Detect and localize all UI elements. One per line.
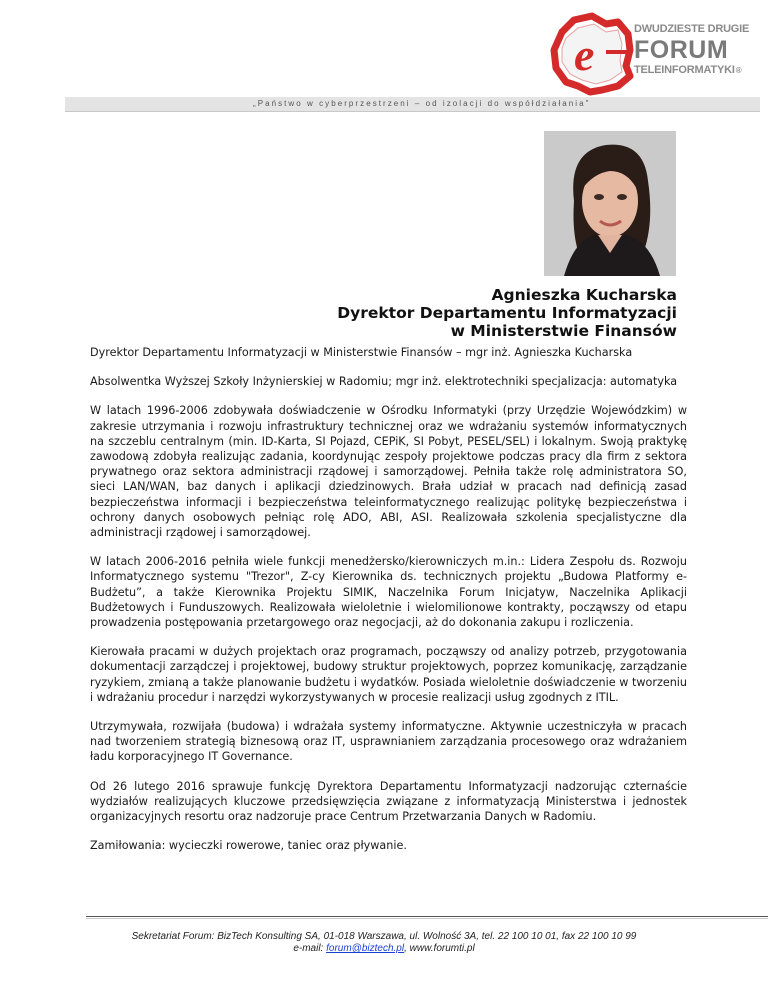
bio-paragraph-8: Zamiłowania: wycieczki rowerowe, taniec oraz pływanie. [90,839,407,853]
logo-e-letter: e [574,29,595,80]
bio-paragraph-6: Utrzymywała, rozwijała (budowa) i wdrażała systemy informatyczne. Aktywnie uczestniczyła w pracach nad tworzeniem strategią biznesową oraz IT, usprawnianiem zarządzania procesowego oraz wdrażaniem ładu korporacyjnego IT Governance. [90,720,687,764]
footer-contact [0,943,768,955]
bio-paragraph-5: Kierowała pracami w dużych projektach oraz programach, począwszy od analizy potrzeb, przygotowania dokumentacji zarządczej i projektowej, budowy struktur projektowych, poprzez komunikację, zarządzanie ryzykiem, zmianą a także planowanie budżetu i wydatków. Posiada wieloletnie doświadczenie w tworzeniu i wdrażaniu procedur i narzędzi wykorzystywanych w procesie realizacji usług zgodnych z ITIL. [90,645,687,704]
logo-line-2: FORUM [634,36,729,64]
forum-logo [548,10,758,98]
footer-email-link[interactable]: forum@biztech.pl [326,943,405,954]
footer-divider [86,916,768,917]
bio-paragraph-3: W latach 1996-2006 zdobywała doświadczenie w Ośrodku Informatyki (przy Urzędzie Wojewódzkim) w zakresie utrzymania i rozwoju infrastruktury technicznej oraz we wdrażaniu systemów informatycznych na szczeblu centralnym (min. ID-Karta, SI Pojazd, CEPiK, SI Pobyt, PESEL/SEL) i lokalnym. Swoją praktykę zawodową zdobyła realizując zadania, koordynując zespoły projektowe podczas pracy dla firm z sektora prywatnego oraz sektora administracji rządowej i samorządowej. Pełniła także rolę administratora SO, sieci LAN/WAN, baz danych i aplikacji dziedzinowych. Brała udział w pracach nad definicją zasad bezpieczeństwa informacji i bezpieczeństwa teleinformatycznego realizując politykę bezpieczeństwa i ochrony danych osobowych pełniąc rolę ADO, ABI, ASI. Realizowała szkolenia specjalistyczne dla administracji rządowej i samorządowej. [90,404,687,540]
footer-address: Sekretariat Forum: BizTech Konsulting SA, 01-018 Warszawa, ul. Wolność 3A, tel. 22 100 10 01, fax 22 100 10 99 [131,931,637,942]
bio-paragraph-4: W latach 2006-2016 pełniła wiele funkcji menedżersko/kierowniczych m.in.: Lidera Zespołu ds. Rozwoju Informatycznego systemu "Trezor", Z-cy Kierownika ds. technicznych projektu „Budowa Platformy e-Budżetu”, a także Kierownika Projektu SIMIK, Naczelnika Forum Inicjatyw, Naczelnika Aplikacji Budżetowych i Funduszowych. Realizowała wieloletnie i wielomilionowe kontrakty, począwszy od etapu prowadzenia postępowania przetargowego oraz negocjacji, aż do dokonania zakupu i rozliczenia. [90,555,687,630]
footer-divider-shadow [86,918,768,919]
profile-photo [544,131,676,276]
poland-map-logo-icon [548,10,638,98]
logo-line-3 [634,65,749,76]
footer-website: , www.forumti.pl [404,943,475,954]
logo-line-1: DWUDZIESTE DRUGIE [634,23,750,35]
profile-name: Agnieszka Kucharska [491,286,677,304]
portrait-image [544,131,676,276]
bio-paragraph-1: Dyrektor Departamentu Informatyzacji w Ministerstwie Finansów – mgr inż. Agnieszka Kucharska [90,346,633,359]
registered-mark: ® [735,66,742,75]
bio-paragraph-2: Absolwentka Wyższej Szkoły Inżynierskiej w Radomiu; mgr inż. elektrotechniki specjalizacja: automatyka [90,375,678,389]
footer-email-prefix: e-mail: [293,943,327,954]
bio-content [90,345,687,867]
bio-paragraph-7: Od 26 lutego 2016 sprawuje funkcję Dyrektora Departamentu Informatyzacji nadzorując czternaście wydziałów realizujących kluczowe przedsięwzięcia związane z informatyzacją Ministerstwa i jednostek organizacyjnych resortu oraz nadzoruje prace Centrum Przetwarzania Danych w Radomiu. [90,779,687,824]
logo-line-3-text: TELEINFORMATYKI [634,64,735,76]
profile-title-line-2: w Ministerstwie Finansów [450,322,677,340]
motto-bar [65,97,760,112]
profile-heading [337,286,677,340]
motto-text: „Państwo w cyberprzestrzeni – od izolacji do współdziałania" [253,99,591,108]
profile-title-line-1: Dyrektor Departamentu Informatyzacji [337,304,677,322]
footer [0,931,768,955]
